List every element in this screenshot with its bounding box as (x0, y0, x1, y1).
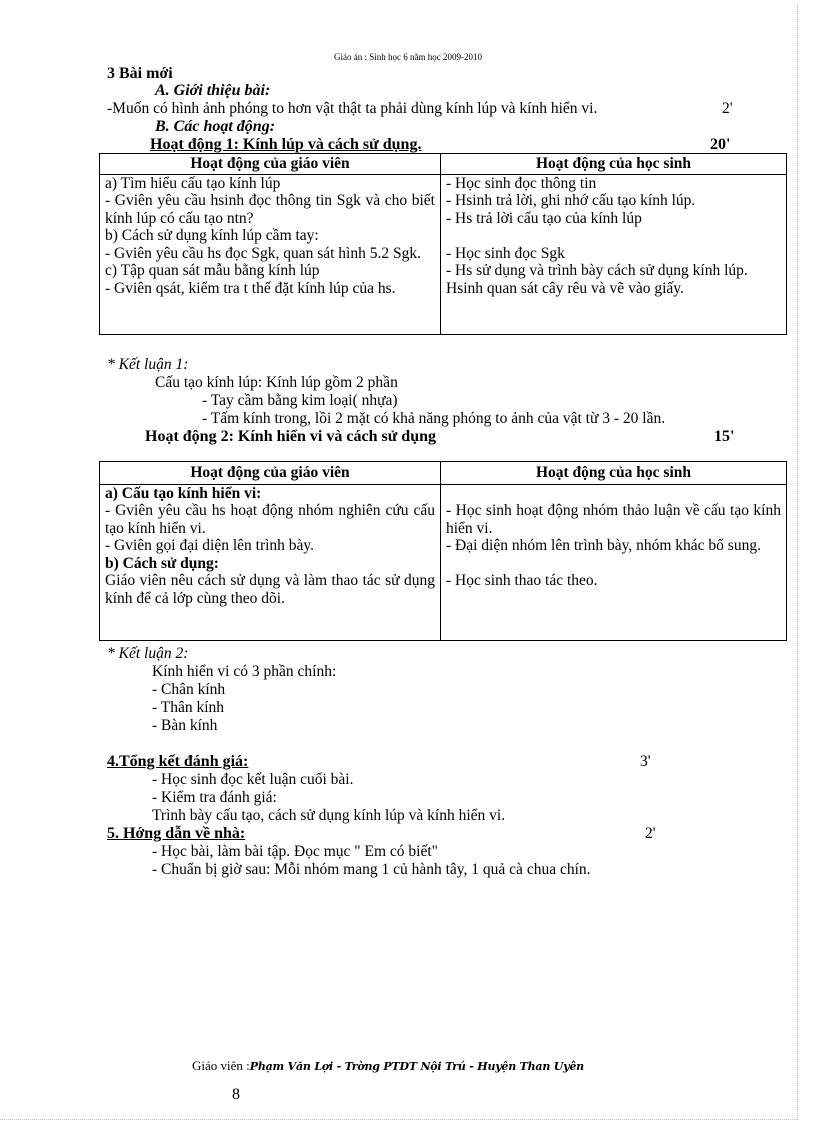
teacher-column-header: Hoạt động của giáo viên (100, 154, 441, 175)
teacher-column-header: Hoạt động của giáo viên (100, 462, 441, 485)
student-line: - Hs sử dụng và trình bày cách sử dụng kính lúp. (446, 262, 748, 279)
table-row (100, 174, 787, 334)
student-line: - Đại diện nhóm lên trình bày, nhóm khác bổ sung. (446, 537, 761, 554)
student-line: - Học sinh đọc thông tin (446, 174, 597, 192)
page-number: 8 (232, 1086, 240, 1103)
table-row (100, 484, 787, 640)
teacher-label: Giáo viên : (192, 1058, 250, 1073)
conclusion2-item: - Bàn kính (152, 717, 218, 734)
table-header-row (100, 462, 787, 485)
section5-title: 5. Hớng dẫn về nhà: (107, 825, 246, 842)
student-column-header: Hoạt động của học sinh (441, 154, 787, 175)
teacher-line: - Gviên gọi đại diện lên trình bày. (105, 537, 315, 554)
student-line: Hsinh quan sát cây rêu và vẽ vào giấy. (446, 279, 684, 297)
activity1-title: Hoạt động 1: Kính lúp và cách sử dụng. (150, 136, 422, 153)
activity2-table (99, 461, 787, 641)
student-line: - Học sinh thao tác theo. (446, 572, 598, 589)
student-line: - Học sinh đọc Sgk (446, 244, 565, 262)
activity1-time: 20' (710, 136, 731, 153)
teacher-line: - Gviên qsát, kiểm tra t thế đặt kính lúp của hs. (105, 279, 396, 297)
conclusion2-item: - Thân kính (152, 699, 225, 716)
teacher-line: - Gviên yêu cầu hs đọc Sgk, quan sát hình 5.2 Sgk. (105, 244, 421, 262)
intro-heading: A. Giới thiệu bài: (155, 82, 271, 99)
section5-line: - Chuẩn bị giờ sau: Mỗi nhóm mang 1 củ hành tây, 1 quả cà chua chín. (152, 861, 591, 878)
teacher-signature (192, 1058, 584, 1074)
section4-line: - Kiểm tra đánh giá: (152, 789, 277, 806)
section4-title: 4.Tổng kết đánh giá: (107, 753, 249, 770)
section4-time: 3' (640, 753, 651, 770)
student-cell (441, 174, 787, 334)
conclusion1-item: - Tấm kính trong, lồi 2 mặt có khả năng phóng to ảnh của vật từ 3 - 20 lần. (202, 410, 666, 427)
section5-time: 2' (645, 825, 656, 842)
intro-time: 2' (722, 100, 733, 117)
student-cell (441, 484, 787, 640)
teacher-line: Giáo viên nêu cách sử dụng và làm thao tác sử dụng kính để cả lớp cùng theo dõi. (105, 572, 435, 607)
page-border-right (797, 5, 798, 1120)
student-line: - Học sinh hoạt động nhóm thảo luận về cấu tạo kính hiển vi. (446, 502, 781, 537)
activity2-time: 15' (714, 428, 735, 445)
teacher-line: c) Tập quan sát mẫu bằng kính lúp (105, 262, 320, 279)
teacher-cell (100, 174, 441, 334)
section5-line: - Học bài, làm bài tập. Đọc mục " Em có biết" (152, 843, 438, 860)
activity1-table (99, 153, 787, 335)
conclusion2-title: * Kết luận 2: (107, 645, 189, 662)
section4-line: - Học sinh đọc kết luận cuối bài. (152, 771, 354, 788)
teacher-subheading: b) Cách sử dụng: (105, 554, 219, 572)
teacher-subheading: a) Cấu tạo kính hiển vi: (105, 484, 262, 502)
teacher-name: Phạm Văn Lợi - Trờng PTDT Nội Trú - Huyện Than Uyên (249, 1060, 584, 1073)
conclusion1-title: * Kết luận 1: (107, 356, 189, 373)
intro-text: -Muốn có hình ảnh phóng to hơn vật thật ta phải dùng kính lúp và kính hiển vi. (107, 100, 598, 117)
teacher-cell (100, 484, 441, 640)
section3-title: 3 Bài mới (107, 65, 173, 82)
activity2-title: Hoạt động 2: Kính hiển vi và cách sử dụng (145, 428, 436, 445)
teacher-line: - Gviên yêu cầu hsinh đọc thông tin Sgk và cho biết kính lúp có cấu tạo ntn? (105, 192, 435, 227)
teacher-line: b) Cách sử dụng kính lúp cầm tay: (105, 227, 319, 244)
student-line: - Hsinh trả lời, ghi nhớ cấu tạo kính lúp. (446, 192, 696, 209)
conclusion2-intro: Kính hiển vi có 3 phần chính: (152, 663, 337, 680)
page-header: Giáo án : Sinh học 6 năm học 2009-2010 (334, 52, 482, 62)
table-header-row (100, 154, 787, 175)
conclusion1-intro: Cấu tạo kính lúp: Kính lúp gồm 2 phần (155, 374, 398, 391)
student-line: - Hs trả lời cấu tạo của kính lúp (446, 209, 642, 227)
section4-line: Trình bày cấu tạo, cách sử dụng kính lúp và kính hiển vi. (152, 807, 506, 824)
student-column-header: Hoạt động của học sinh (441, 462, 787, 485)
page-border-bottom (0, 1119, 797, 1120)
activities-heading: B. Các hoạt động: (155, 118, 276, 135)
teacher-line: - Gviên yêu cầu hs hoạt động nhóm nghiên cứu cấu tạo kính hiển vi. (105, 502, 435, 537)
teacher-line: a) Tìm hiểu cấu tạo kính lúp (105, 174, 281, 192)
conclusion1-item: - Tay cầm bằng kim loại( nhựa) (202, 392, 398, 409)
conclusion2-item: - Chân kính (152, 681, 226, 698)
